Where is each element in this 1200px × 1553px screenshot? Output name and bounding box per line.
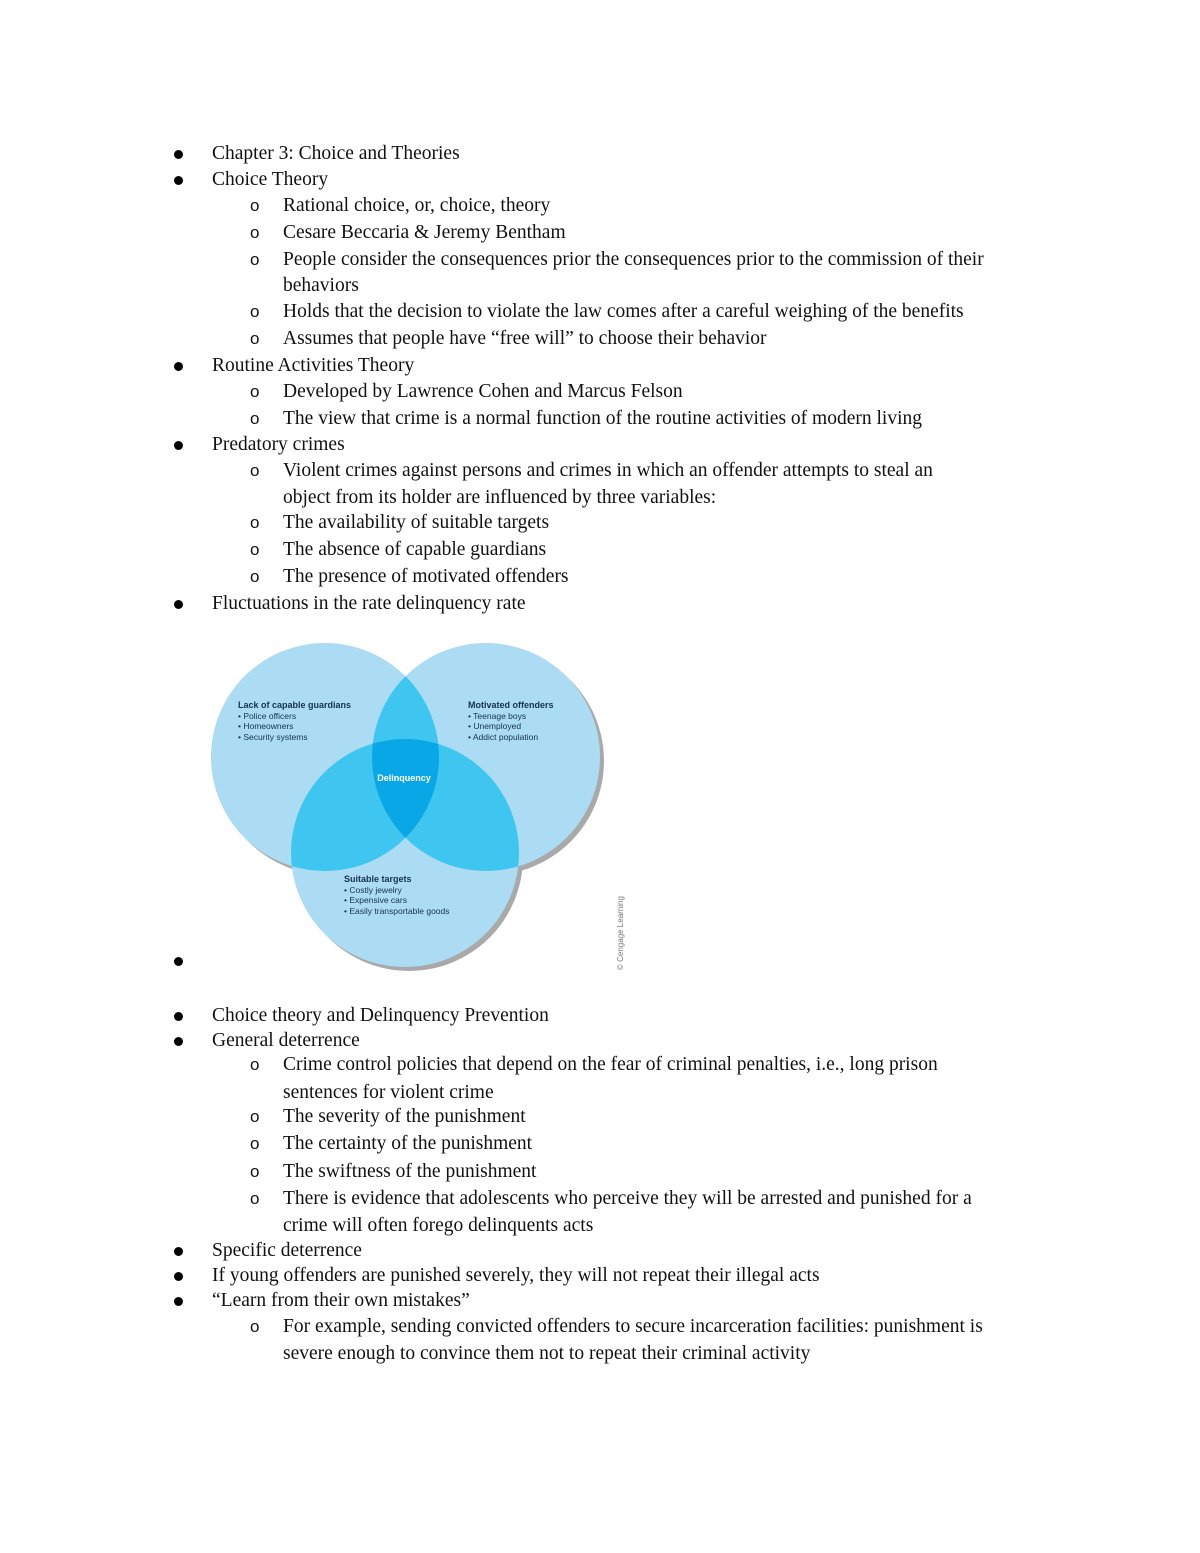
item-text: The availability of suitable targets [283,512,550,533]
item-text: Fluctuations in the rate delinquency rate [212,593,526,614]
item-text: The absence of capable guardians [283,539,547,560]
item-text: Rational choice, or, choice, theory [283,195,551,216]
hollow-bullet-icon: o [250,461,260,480]
item-text: Routine Activities Theory [212,355,415,376]
bullet-icon [174,176,183,185]
bullet-icon [174,1012,183,1021]
guardians-item: • Security systems [238,732,308,742]
bullet-icon [174,150,183,159]
venn-diagram [208,640,638,975]
targets-title: Suitable targets [344,874,412,884]
item-text: Predatory crimes [212,434,345,455]
bullet-icon [174,1297,183,1306]
hollow-bullet-icon: o [250,1107,260,1126]
hollow-bullet-icon: o [250,540,260,559]
guardians-title: Lack of capable guardians [238,700,352,710]
targets-item: • Easily transportable goods [344,906,450,916]
hollow-bullet-icon: o [250,1189,260,1208]
item-text: severe enough to convince them not to repeat their criminal activity [283,1343,811,1364]
item-text: General deterrence [212,1030,360,1051]
item-text: Specific deterrence [212,1240,362,1261]
hollow-bullet-icon: o [250,196,260,215]
item-text: The certainty of the punishment [283,1133,533,1154]
item-text: Cesare Beccaria & Jeremy Bentham [283,222,566,243]
item-text: There is evidence that adolescents who perceive they will be arrested and punished for a [283,1188,972,1209]
bullet-icon [174,441,183,450]
item-text: Choice Theory [212,169,329,190]
bullet-icon [174,957,183,966]
item-text: Assumes that people have “free will” to choose their behavior [283,328,767,349]
item-text: For example, sending convicted offenders to secure incarceration facilities: punishment is [283,1316,983,1337]
item-text: sentences for violent crime [283,1082,494,1103]
item-text: Holds that the decision to violate the law comes after a careful weighing of the benefits [283,301,964,322]
hollow-bullet-icon: o [250,409,260,428]
hollow-bullet-icon: o [250,302,260,321]
hollow-bullet-icon: o [250,513,260,532]
offenders-item: • Teenage boys [468,711,527,721]
offenders-item: • Unemployed [468,721,522,731]
item-text: Crime control policies that depend on the fear of criminal penalties, i.e., long prison [283,1054,938,1075]
item-text: If young offenders are punished severely, they will not repeat their illegal acts [212,1265,820,1286]
hollow-bullet-icon: o [250,1134,260,1153]
item-text: object from its holder are influenced by three variables: [283,487,717,508]
guardians-item: • Homeowners [238,721,294,731]
guardians-item: • Police officers [238,711,297,721]
bullet-icon [174,1247,183,1256]
item-text: Chapter 3: Choice and Theories [212,143,460,164]
hollow-bullet-icon: o [250,223,260,242]
hollow-bullet-icon: o [250,567,260,586]
bullet-icon [174,362,183,371]
hollow-bullet-icon: o [250,1055,260,1074]
hollow-bullet-icon: o [250,1317,260,1336]
item-text: behaviors [283,275,359,296]
hollow-bullet-icon: o [250,250,260,269]
offenders-item: • Addict population [468,732,539,742]
bullet-icon [174,1272,183,1281]
hollow-bullet-icon: o [250,1162,260,1181]
item-text: Violent crimes against persons and crimes in which an offender attempts to steal an [283,460,933,481]
item-text: Choice theory and Delinquency Prevention [212,1005,549,1026]
delinquency-label: Delinquency [377,773,431,783]
item-text: Developed by Lawrence Cohen and Marcus Felson [283,381,683,402]
item-text: The view that crime is a normal function of the routine activities of modern living [283,408,922,429]
item-text: The swiftness of the punishment [283,1161,537,1182]
item-text: “Learn from their own mistakes” [212,1290,470,1311]
item-text: The presence of motivated offenders [283,566,569,587]
item-text: People consider the consequences prior the consequences prior to the commission of their [283,249,984,270]
hollow-bullet-icon: o [250,382,260,401]
bullet-icon [174,600,183,609]
bullet-icon [174,1037,183,1046]
hollow-bullet-icon: o [250,329,260,348]
targets-item: • Expensive cars [344,895,407,905]
offenders-title: Motivated offenders [468,700,554,710]
item-text: The severity of the punishment [283,1106,526,1127]
targets-item: • Costly jewelry [344,885,402,895]
copyright-credit: © Cengage Learning [616,896,625,970]
item-text: crime will often forego delinquents acts [283,1215,594,1236]
